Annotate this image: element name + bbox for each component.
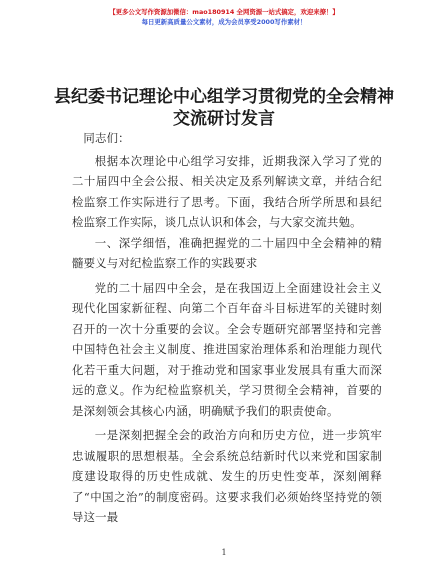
section-heading-1: 一、深学细悟，准确把握党的二十届四中全会精神的精髓要义与对纪检监察工作的实践要求 [72, 235, 382, 270]
salutation: 同志们： [83, 131, 130, 145]
promo-banner [0, 7, 448, 27]
promo-banner-line-1: 【更多公文写作资源加微信：mao180914 全网资源一站式搞定，欢迎来撩！】 [109, 8, 339, 16]
paragraph-intro: 根据本次理论中心组学习安排，近期我深入学习了党的二十届四中全会公报、相关决定及系列解读文章，并结合纪检监察工作实际进行了思考。下面，我结合所学所思和县纪检监察工作实际，谈几点认识和体会，与大家交流共勉。 [72, 153, 382, 229]
promo-banner-line-2: 每日更新高质量公文素材，成为会员享受2000写作素材！ [141, 18, 307, 26]
document-body [72, 128, 382, 528]
document-title-line-1: 县纪委书记理论中心组学习贯彻党的全会精神 [54, 87, 394, 107]
paragraph-2: 党的二十届四中全会，是在我国迈上全面建设社会主义现代化国家新征程、向第二个百年奋斗目标进军的关键时刻召开的一次十分重要的会议。全会专题研究部署坚持和完善中国特色社会主义制度、推进国家治理体系和治理能力现代化若干重大问题，对于推动党和国家事业发展具有重大而深远的意义。作为纪检监察机关，学习贯彻全会精神，首要的是深刻领会其核心内涵，明确赋予我们的职责使命。 [72, 280, 382, 418]
document-title-line-2: 交流研讨发言 [173, 109, 275, 129]
paragraph-3: 一是深刻把握全会的政治方向和历史方位，进一步筑牢忠诚履职的思想根基。全会系统总结新时代以来党和国家制度建设取得的历史性成就、发生的历史性变革，深刻阐释了“中国之治”的制度密码。这要求我们必须始终坚持党的领导这一最 [72, 428, 382, 524]
document-title [30, 86, 418, 130]
page-number: 1 [221, 548, 227, 557]
